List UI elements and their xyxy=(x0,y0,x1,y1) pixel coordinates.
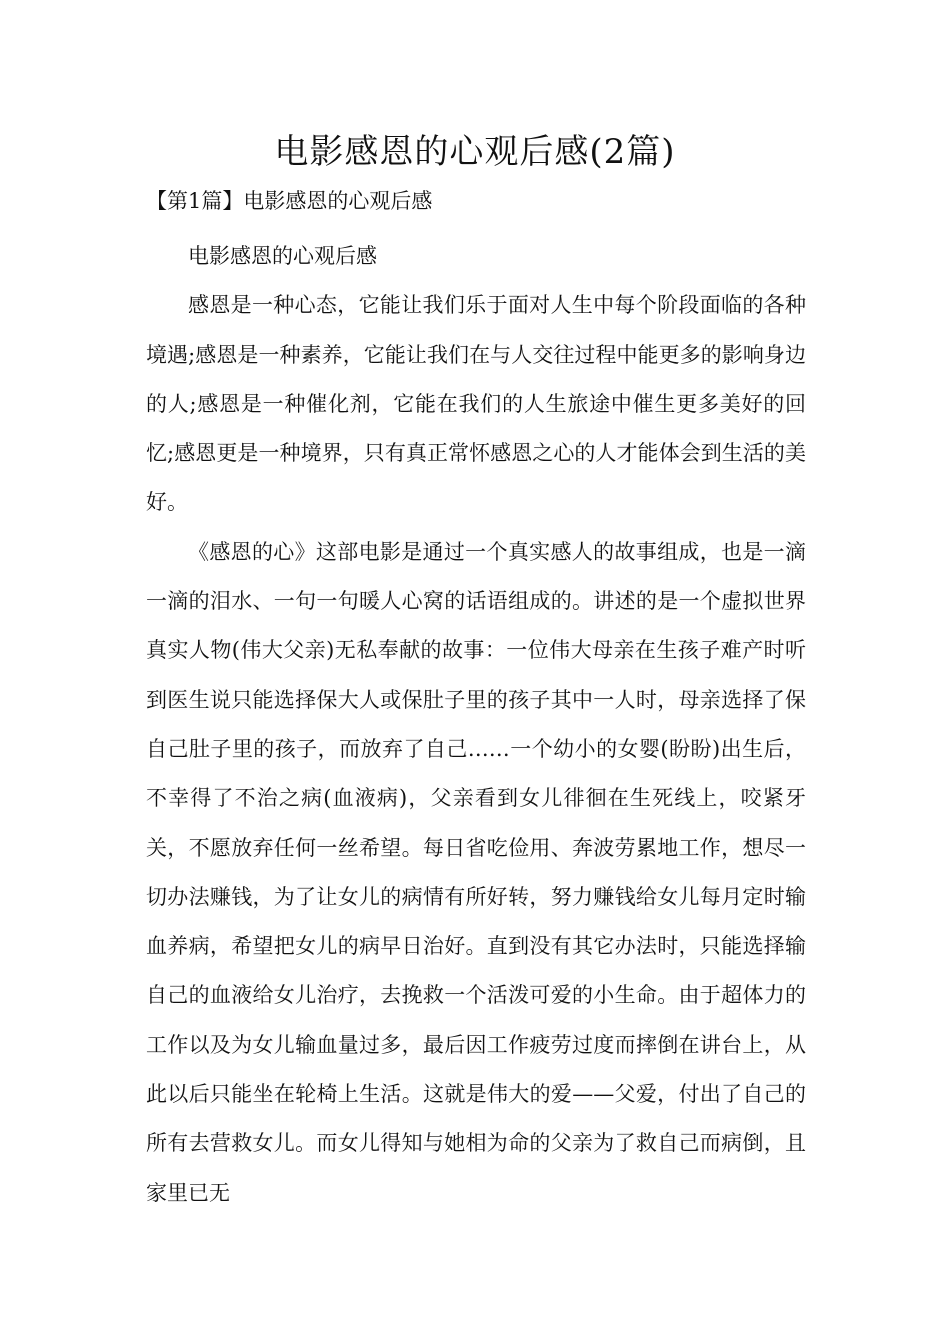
body-paragraph-2: 《感恩的心》这部电影是通过一个真实感人的故事组成，也是一滴一滴的泪水、一句一句暖人心窝的话语组成的。讲述的是一个虚拟世界真实人物(伟大父亲)无私奉献的故事：一位伟大母亲在生孩子难产时听到医生说只能选择保大人或保肚子里的孩子其中一人时，母亲选择了保自己肚子里的孩子，而放弃了自己……一个幼小的女婴(盼盼)出生后，不幸得了不治之病(血液病)，父亲看到女儿徘徊在生死线上，咬紧牙关，不愿放弃任何一丝希望。每日省吃俭用、奔波劳累地工作，想尽一切办法赚钱，为了让女儿的病情有所好转，努力赚钱给女儿每月定时输血养病，希望把女儿的病早日治好。直到没有其它办法时，只能选择输自己的血液给女儿治疗，去挽救一个活泼可爱的小生命。由于超体力的工作以及为女儿输血量过多，最后因工作疲劳过度而摔倒在讲台上，从此以后只能坐在轮椅上生活。这就是伟大的爱——父爱，付出了自己的所有去营救女儿。而女儿得知与她相为命的父亲为了救自己而病倒，且家里已无 xyxy=(146,539,806,1205)
body-paragraph-1: 感恩是一种心态，它能让我们乐于面对人生中每个阶段面临的各种境遇;感恩是一种素养，它能让我们在与人交往过程中能更多的影响身边的人;感恩是一种催化剂，它能在我们的人生旅途中催生更多美好的回忆;感恩更是一种境界，只有真正常怀感恩之心的人才能体会到生活的美好。 xyxy=(146,293,806,515)
section-heading: 【第1篇】电影感恩的心观后感 xyxy=(146,189,433,213)
subtitle-paragraph: 电影感恩的心观后感 xyxy=(188,244,377,268)
document-body xyxy=(146,232,806,1218)
document-title: 电影感恩的心观后感(2篇) xyxy=(274,132,676,172)
